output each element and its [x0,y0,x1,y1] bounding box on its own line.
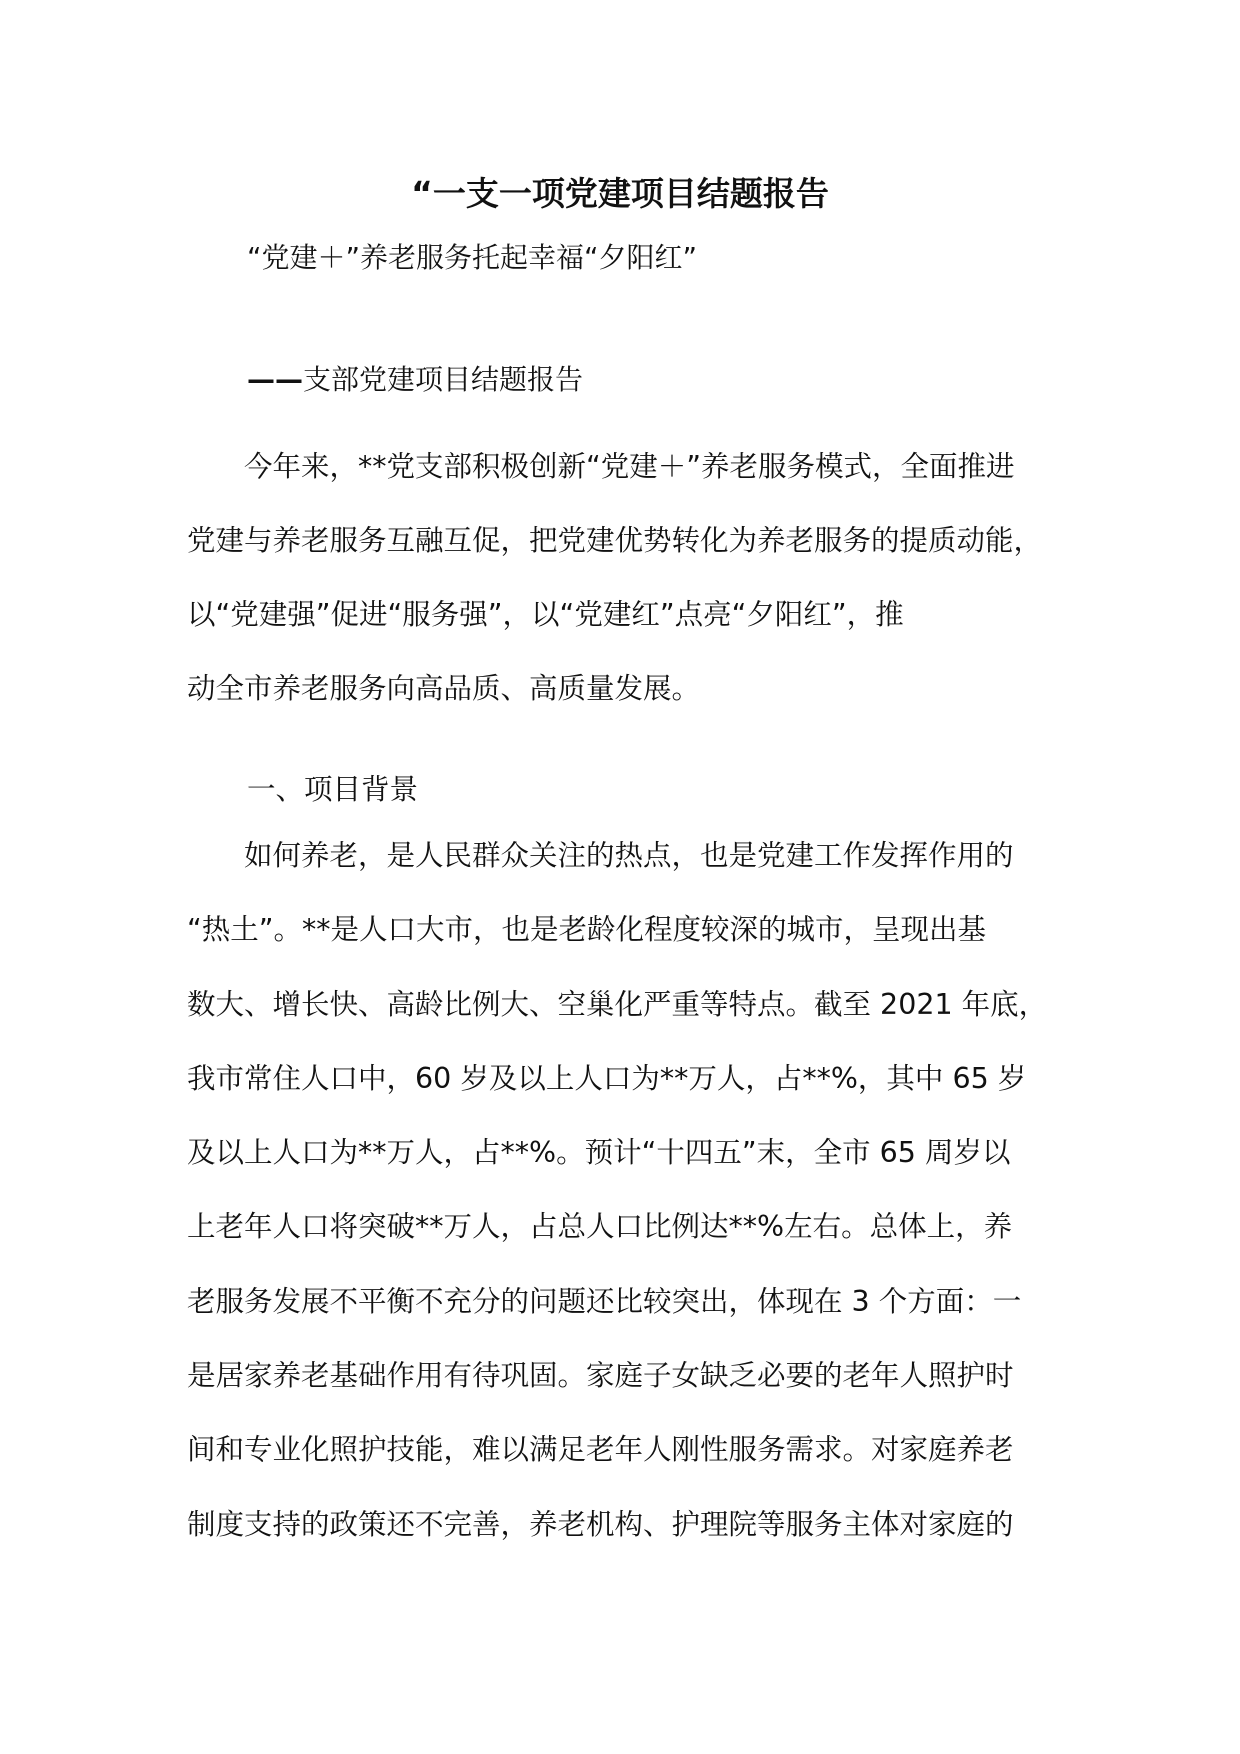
paragraph-line: 我市常住人口中，60 岁及以上人口为**万人，占**%，其中 65 岁 [187,1061,1027,1095]
paragraph-line: 及以上人口为**万人，占**%。预计“十四五”末，全市 65 周岁以 [187,1136,1011,1170]
paragraph-line: “热土”。**是人口大市，也是老龄化程度较深的城市，呈现出基 [187,913,987,947]
document-title: “一支一项党建项目结题报告 [411,174,829,213]
paragraph-line: 今年来，**党支部积极创新“党建＋”养老服务模式，全面推进 [187,450,1015,483]
paragraph-line: 党建与养老服务互融互促，把党建优势转化为养老服务的提质动能， [187,524,1043,557]
paragraph-line: 以“党建强”促进“服务强”，以“党建红”点亮“夕阳红”，推 [187,598,904,631]
intro-paragraph [187,447,1053,743]
paragraph-line: 老服务发展不平衡不充分的问题还比较突出，体现在 3 个方面：一 [187,1284,1022,1318]
paragraph-line: 数大、增长快、高龄比例大、空巢化严重等特点。截至 2021 年底， [187,987,1048,1021]
document-subtitle: “党建＋”养老服务托起幸福“夕阳红” [247,241,698,274]
document-subtitle-2 [247,360,583,400]
paragraph-line: 间和专业化照护技能，难以满足老年人刚性服务需求。对家庭养老 [187,1433,1014,1467]
paragraph-line: 制度支持的政策还不完善，养老机构、护理院等服务主体对家庭的 [187,1507,1014,1541]
section-heading: 一、项目背景 [247,773,419,806]
paragraph-line: 上老年人口将突破**万人，占总人口比例达**%左右。总体上，养 [187,1210,1013,1244]
paragraph-line: 如何养老，是人民群众关注的热点，也是党建工作发挥作用的 [187,839,1014,872]
paragraph-line: 是居家养老基础作用有待巩固。家庭子女缺乏必要的老年人照护时 [187,1359,1014,1393]
paragraph-line: 动全市养老服务向高品质、高质量发展。 [187,672,701,705]
background-paragraph [187,836,1053,1579]
subtitle-2-text: 支部党建项目结题报告 [303,363,584,396]
em-dash: —— [247,363,303,396]
